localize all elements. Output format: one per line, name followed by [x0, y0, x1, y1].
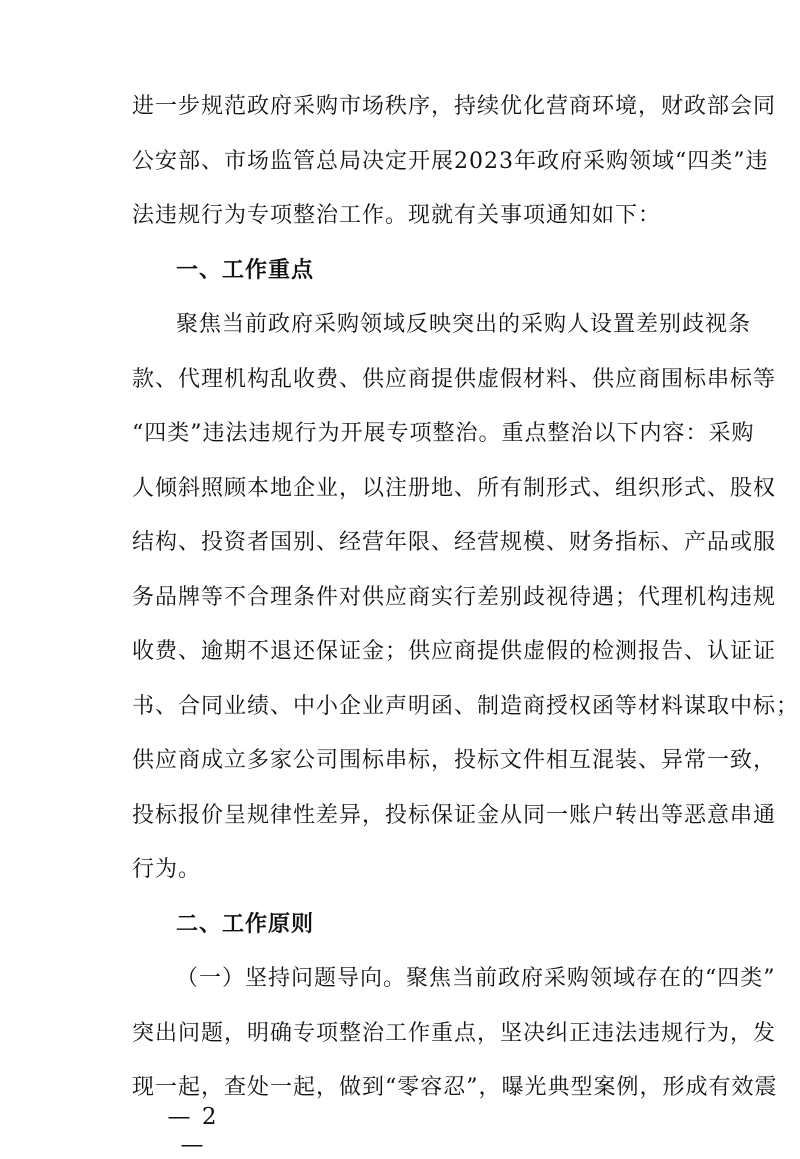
section-1-line-3: “四类”违法违规行为开展专项整治。重点整治以下内容：采购	[132, 421, 755, 446]
section-1-line-7: 收费、逾期不退还保证金；供应商提供虚假的检测报告、认证证	[132, 639, 777, 664]
intro-line-2: 公安部、市场监管总局决定开展2023年政府采购领域“四类”违	[132, 149, 769, 174]
section-1-line-10: 投标报价呈规律性差异，投标保证金从同一账户转出等恶意串通	[132, 803, 777, 828]
section-2-heading: 二、工作原则	[176, 912, 315, 937]
section-1-line-6: 务品牌等不合理条件对供应商实行差别歧视待遇；代理机构违规	[132, 585, 777, 610]
page-number: — 2 —	[167, 1104, 219, 1158]
section-1-line-1: 聚焦当前政府采购领域反映突出的采购人设置差别歧视条	[176, 312, 752, 337]
section-1-line-11: 行为。	[132, 857, 202, 882]
section-1-line-8: 书、合同业绩、中小企业声明函、制造商授权函等材料谋取中标；	[132, 694, 800, 719]
section-2-line-2: 突出问题，明确专项整治工作重点，坚决纠正违法违规行为，发	[132, 1021, 777, 1046]
section-1-line-2: 款、代理机构乱收费、供应商提供虚假材料、供应商围标串标等	[132, 367, 777, 392]
section-1-line-4: 人倾斜照顾本地企业，以注册地、所有制形式、组织形式、股权	[132, 476, 777, 501]
section-2-line-1: （一）坚持问题导向。聚焦当前政府采购领域存在的“四类”	[176, 966, 776, 991]
section-2-line-3: 现一起，查处一起，做到“零容忍”，曝光典型案例，形成有效震	[132, 1075, 778, 1100]
section-1-line-5: 结构、投资者国别、经营年限、经营规模、财务指标、产品或服	[132, 530, 777, 555]
section-1-heading: 一、工作重点	[176, 258, 315, 283]
section-1-line-9: 供应商成立多家公司围标串标，投标文件相互混装、异常一致，	[132, 748, 777, 773]
intro-line-1: 进一步规范政府采购市场秩序，持续优化营商环境，财政部会同	[132, 94, 777, 119]
intro-line-3: 法违规行为专项整治工作。现就有关事项通知如下：	[132, 203, 662, 228]
